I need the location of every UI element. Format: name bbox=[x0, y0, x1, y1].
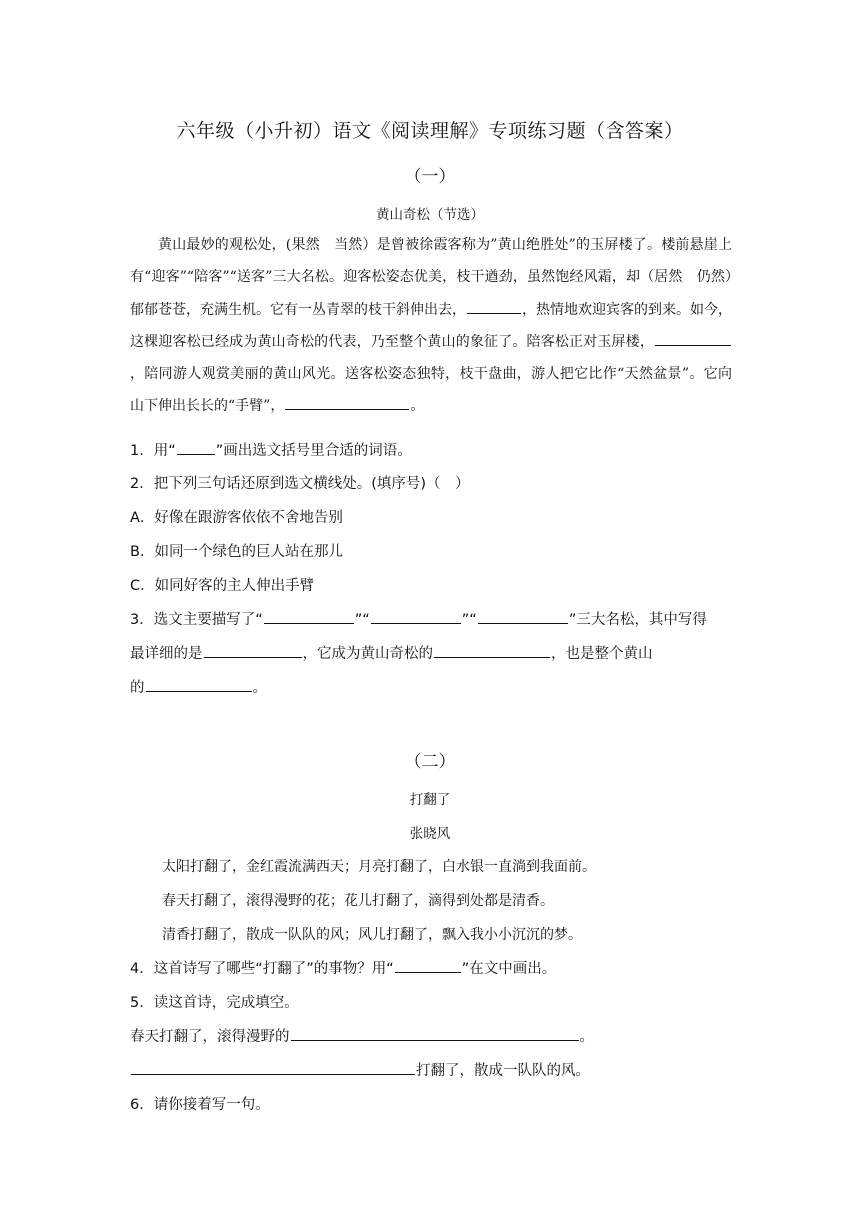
question-5: 5．读这首诗，完成填空。 bbox=[130, 995, 299, 1011]
passage-text-d: 。 bbox=[410, 398, 425, 415]
question-text: ”“ bbox=[354, 612, 370, 628]
passage-text-c: ，陪同游人观赏美丽的黄山风光。送客松姿态独特，枝干盘曲，游人把它比作“天然盆景”。它向山下伸出长长的“手臂”， bbox=[130, 366, 732, 415]
poem-author: 张晓风 bbox=[409, 826, 451, 842]
passage-text-a: 黄山最妙的观松处，(果然 当然）是曾被徐霞客称为”黄山绝胜处”的玉屏楼了。楼前悬崖上有“迎客”“陪客”“送客”三大名松。迎客松姿态优美，枝干遒劲，虽然饱经风霜，却（居然 仍然）郁郁苍苍，充满生机。它有一丛青翠的枝干斜伸出去， bbox=[130, 237, 732, 318]
question-text: ，它成为黄山奇松的 bbox=[302, 646, 433, 662]
blank-line bbox=[395, 971, 461, 973]
blank-line bbox=[146, 690, 252, 692]
question-text: 4．这首诗写了哪些“打翻了”的事物？用“ bbox=[130, 961, 394, 977]
question-5-fill-1 bbox=[130, 1025, 740, 1046]
option-a: A．好像在跟游客依依不舍地告别 bbox=[130, 510, 343, 526]
blank-line bbox=[371, 622, 461, 624]
question-text: 的 bbox=[130, 680, 145, 696]
poem-line-1: 太阳打翻了，金红霞流满西天；月亮打翻了，白水银一直淌到我面前。 bbox=[162, 859, 596, 875]
poem-title: 打翻了 bbox=[409, 792, 451, 808]
poem-line-2: 春天打翻了，滚得漫野的花；花儿打翻了，滴得到处都是清香。 bbox=[162, 893, 554, 909]
question-text: ”三大名松，其中写得 bbox=[568, 612, 707, 628]
question-text: 1．用“ bbox=[130, 443, 176, 459]
option-b: B．如同一个绿色的巨人站在那儿 bbox=[130, 544, 343, 560]
document-title: 六年级（小升初）语文《阅读理解》专项练习题（含答案） bbox=[176, 120, 684, 142]
blank-line bbox=[204, 656, 302, 658]
question-text: 春天打翻了，滚得漫野的 bbox=[130, 1029, 290, 1045]
blank-line bbox=[131, 1073, 415, 1075]
passage-title: 黄山奇松（节选） bbox=[376, 207, 484, 223]
blank-line bbox=[478, 622, 568, 624]
question-text: 3．选文主要描写了“ bbox=[130, 612, 263, 628]
section-heading-2: （二） bbox=[404, 752, 456, 772]
blank-line bbox=[264, 622, 354, 624]
question-2: 2．把下列三句话还原到选文横线处。(填序号)（ ） bbox=[130, 476, 470, 492]
question-text: ”“ bbox=[461, 612, 477, 628]
question-3-line-1 bbox=[130, 608, 740, 629]
blank-line bbox=[177, 453, 215, 455]
question-text: ”画出选文括号里合适的词语。 bbox=[215, 443, 412, 459]
question-text: ”在文中画出。 bbox=[461, 961, 557, 977]
question-3-line-2 bbox=[130, 642, 740, 663]
question-6: 6．请你接着写一句。 bbox=[130, 1097, 270, 1113]
blank-line bbox=[655, 344, 731, 346]
question-1 bbox=[130, 439, 740, 460]
blank-line bbox=[467, 312, 521, 314]
passage-paragraph bbox=[130, 229, 732, 423]
blank-line bbox=[285, 408, 409, 410]
question-text: 。 bbox=[252, 680, 267, 696]
question-text: 。 bbox=[579, 1029, 594, 1045]
blank-line bbox=[434, 656, 550, 658]
question-4 bbox=[130, 957, 740, 978]
option-c: C．如同好客的主人伸出手臂 bbox=[130, 578, 315, 594]
passage-text-b: ，热情地欢迎宾客的到来。如今，这棵迎客松已经成为黄山奇松的代表，乃至整个黄山的象征了。陪客松正对玉屏楼， bbox=[130, 301, 732, 350]
section-heading-1: （一） bbox=[404, 167, 456, 187]
question-text: ，也是整个黄山 bbox=[551, 646, 653, 662]
question-5-fill-2 bbox=[130, 1059, 740, 1080]
blank-line bbox=[291, 1039, 579, 1041]
question-text: 最详细的是 bbox=[130, 646, 203, 662]
question-text: 打翻了，散成一队队的风。 bbox=[416, 1063, 590, 1079]
question-3-line-3 bbox=[130, 676, 740, 697]
poem-line-3: 清香打翻了，散成一队队的风；风儿打翻了，飘入我小小沉沉的梦。 bbox=[162, 927, 582, 943]
